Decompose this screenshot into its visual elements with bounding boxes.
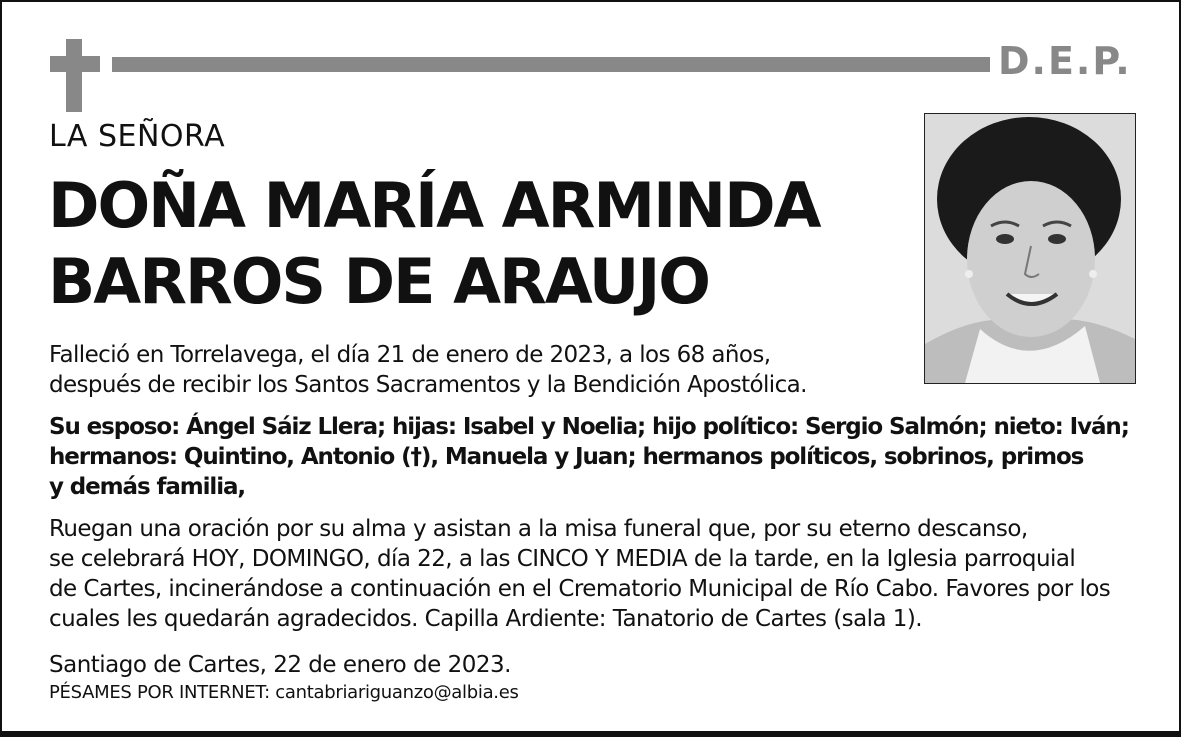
cross-icon — [50, 39, 100, 112]
place-date: Santiago de Cartes, 22 de enero de 2023. — [49, 652, 511, 678]
family-line: Su esposo: Ángel Sáiz Llera; hijas: Isabel y Noelia; hijo político: Sergio Salmón; nieto: Iván; — [49, 414, 1129, 440]
name-line-1: DOÑA MARÍA ARMINDA — [48, 169, 820, 242]
family-line: y demás familia, — [49, 474, 246, 500]
deceased-name — [48, 168, 820, 320]
name-line-2: BARROS DE ARAUJO — [48, 245, 709, 318]
death-statement — [49, 340, 1159, 400]
funeral-line: cuales les quedarán agradecidos. Capilla Ardiente: Tanatorio de Cartes (sala 1). — [49, 606, 923, 632]
funeral-line: se celebrará HOY, DOMINGO, día 22, a las CINCO Y MEDIA de la tarde, en la Iglesia parroquial — [49, 546, 1076, 572]
funeral-details — [49, 514, 1159, 634]
header-rule — [112, 57, 990, 72]
funeral-line: de Cartes, incinerándose a continuación en el Crematorio Municipal de Río Cabo. Favores por los — [49, 576, 1111, 602]
death-line: después de recibir los Santos Sacramentos y la Bendición Apostólica. — [49, 372, 807, 398]
family-line: hermanos: Quintino, Antonio (†), Manuela y Juan; hermanos políticos, sobrinos, primos — [49, 444, 1084, 470]
dep-label: D.E.P. — [998, 39, 1132, 83]
condolences-line: PÉSAMES POR INTERNET: cantabriariguanzo@albia.es — [49, 682, 519, 703]
family-list — [49, 412, 1159, 502]
death-line: Falleció en Torrelavega, el día 21 de enero de 2023, a los 68 años, — [49, 342, 771, 368]
funeral-line: Ruegan una oración por su alma y asistan a la misa funeral que, por su eterno descanso, — [49, 516, 1028, 542]
intro-label: LA SEÑORA — [49, 119, 226, 154]
